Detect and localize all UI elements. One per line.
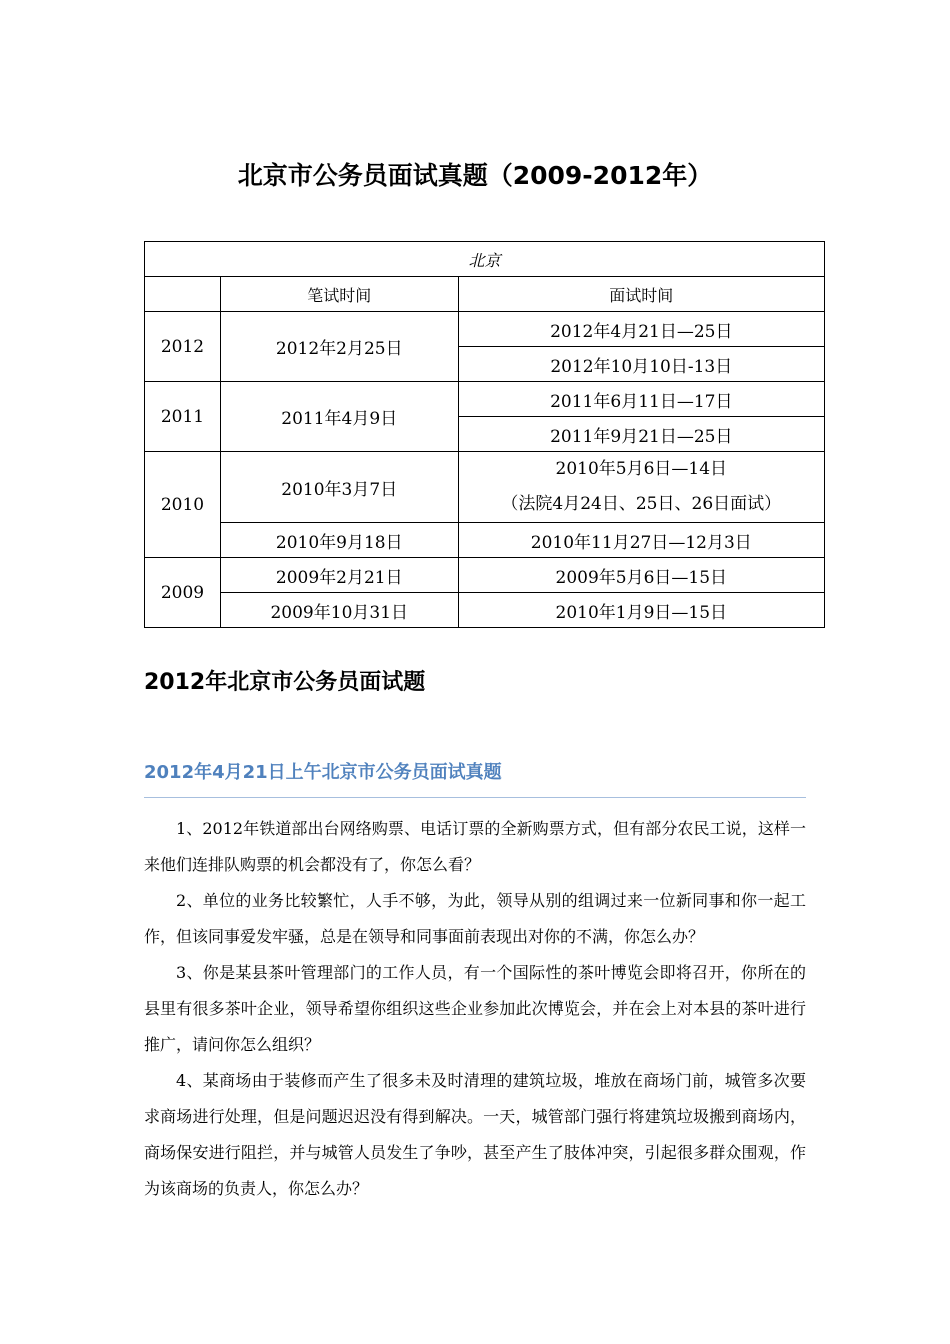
interview-date-cell: 2010年11月27日—12月3日 (458, 523, 824, 558)
subsection-title: 2012年4月21日上午北京市公务员面试真题 (144, 762, 502, 783)
exam-schedule-table (144, 241, 825, 628)
written-date-cell: 2011年4月9日 (220, 382, 458, 452)
interview-date-cell: 2012年4月21日—25日 (458, 312, 824, 347)
question-list (144, 811, 806, 1207)
question-item: 1、2012年铁道部出台网络购票、电话订票的全新购票方式，但有部分农民工说，这样一来他们连排队购票的机会都没有了，你怎么看？ (144, 819, 806, 874)
year-cell: 2009 (145, 558, 221, 628)
written-date-cell: 2010年9月18日 (220, 523, 458, 558)
document-title: 北京市公务员面试真题（2009-2012年） (237, 161, 713, 190)
header-year (145, 277, 221, 312)
table-caption: 北京 (145, 242, 825, 277)
table-header-row (145, 277, 825, 312)
table-row (145, 312, 825, 347)
subsection-divider (144, 797, 806, 798)
interview-date-cell: 2009年5月6日—15日 (458, 558, 824, 593)
interview-date-cell: 2010年1月9日—15日 (458, 593, 824, 628)
table-row (145, 452, 825, 523)
table-row (145, 558, 825, 593)
written-date-cell: 2009年10月31日 (220, 593, 458, 628)
table-caption-row (145, 242, 825, 277)
year-cell: 2010 (145, 452, 221, 558)
interview-date-cell: 2012年10月10日-13日 (458, 347, 824, 382)
table-row (145, 593, 825, 628)
interview-date-line: 2010年5月6日—14日 (555, 459, 728, 479)
written-date-cell: 2009年2月21日 (220, 558, 458, 593)
written-date-cell: 2010年3月7日 (220, 452, 458, 523)
year-cell: 2011 (145, 382, 221, 452)
table-row (145, 382, 825, 417)
header-interview-time: 面试时间 (458, 277, 824, 312)
section-title: 2012年北京市公务员面试题 (144, 670, 426, 695)
interview-date-cell: 2011年9月21日—25日 (458, 417, 824, 452)
interview-date-cell: 2011年6月11日—17日 (458, 382, 824, 417)
year-cell: 2012 (145, 312, 221, 382)
interview-date-cell (458, 452, 824, 523)
court-interview-note: （法院4月24日、25日、26日面试） (501, 494, 782, 514)
header-written-time: 笔试时间 (220, 277, 458, 312)
question-item: 3、你是某县茶叶管理部门的工作人员，有一个国际性的茶叶博览会即将召开，你所在的县里有很多茶叶企业，领导希望你组织这些企业参加此次博览会，并在会上对本县的茶叶进行推广，请问你怎么组织？ (144, 963, 806, 1054)
question-item: 4、某商场由于装修而产生了很多未及时清理的建筑垃圾，堆放在商场门前，城管多次要求商场进行处理，但是问题迟迟没有得到解决。一天，城管部门强行将建筑垃圾搬到商场内，商场保安进行阻拦，并与城管人员发生了争吵，甚至产生了肢体冲突，引起很多群众围观，作为该商场的负责人，你怎么办？ (144, 1071, 806, 1198)
table-row (145, 523, 825, 558)
written-date-cell: 2012年2月25日 (220, 312, 458, 382)
question-item: 2、单位的业务比较繁忙，人手不够，为此，领导从别的组调过来一位新同事和你一起工作，但该同事爱发牢骚，总是在领导和同事面前表现出对你的不满，你怎么办？ (144, 891, 806, 946)
